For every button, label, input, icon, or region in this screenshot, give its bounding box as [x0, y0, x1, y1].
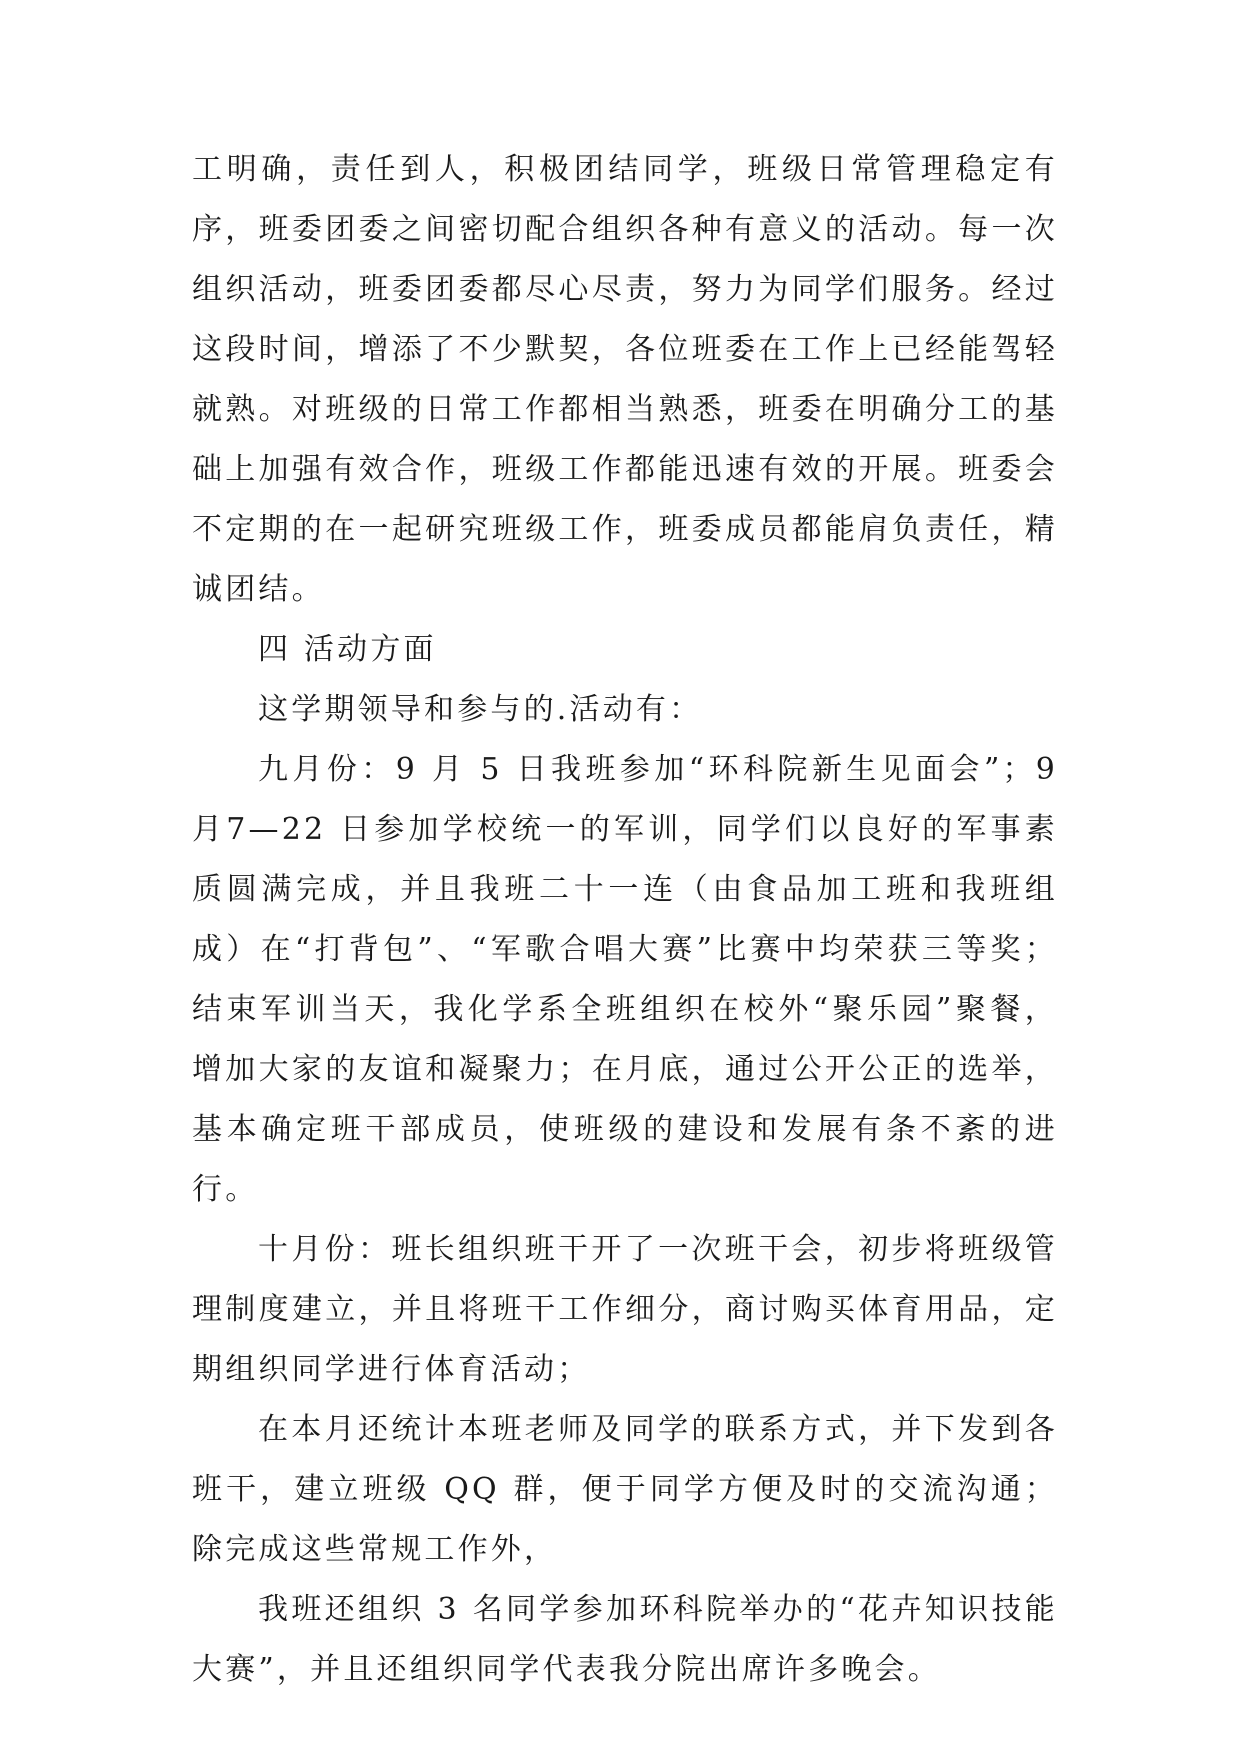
paragraph-flower-contest: 我班还组织 3 名同学参加环科院举办的“花卉知识技能大赛”，并且还组织同学代表我分院出席许多晚会。 [192, 1592, 1058, 1687]
paragraph-october: 十月份：班长组织班干开了一次班干会，初步将班级管理制度建立，并且将班干工作细分，商讨购买体育用品，定期组织同学进行体育活动； [192, 1232, 1058, 1387]
paragraph-contacts-qq-group: 在本月还统计本班老师及同学的联系方式，并下发到各班干，建立班级 QQ 群，便于同学方便及时的交流沟通；除完成这些常规工作外， [192, 1412, 1058, 1567]
paragraph-class-committee-work: 工明确，责任到人，积极团结同学，班级日常管理稳定有序，班委团委之间密切配合组织各种有意义的活动。每一次组织活动，班委团委都尽心尽责，努力为同学们服务。经过这段时间，增添了不少默契，各位班委在工作上已经能驾轻就熟。对班级的日常工作都相当熟悉，班委在明确分工的基础上加强有效合作，班级工作都能迅速有效的开展。班委会不定期的在一起研究班级工作，班委成员都能肩负责任，精诚团结。 [192, 152, 1058, 607]
document-body [192, 140, 1058, 1700]
section-heading-activities: 四 活动方面 [258, 632, 437, 667]
paragraph-activities-intro: 这学期领导和参与的.活动有： [258, 692, 703, 727]
paragraph-september: 九月份：9 月 5 日我班参加“环科院新生见面会”；9 月7—22 日参加学校统一的军训，同学们以良好的军事素质圆满完成，并且我班二十一连（由食品加工班和我班组成）在“打背包”、“军歌合唱大赛”比赛中均荣获三等奖；结束军训当天，我化学系全班组织在校外“聚乐园”聚餐，增加大家的友谊和凝聚力；在月底，通过公开公正的选举，基本确定班干部成员，使班级的建设和发展有条不紊的进行。 [192, 752, 1058, 1207]
